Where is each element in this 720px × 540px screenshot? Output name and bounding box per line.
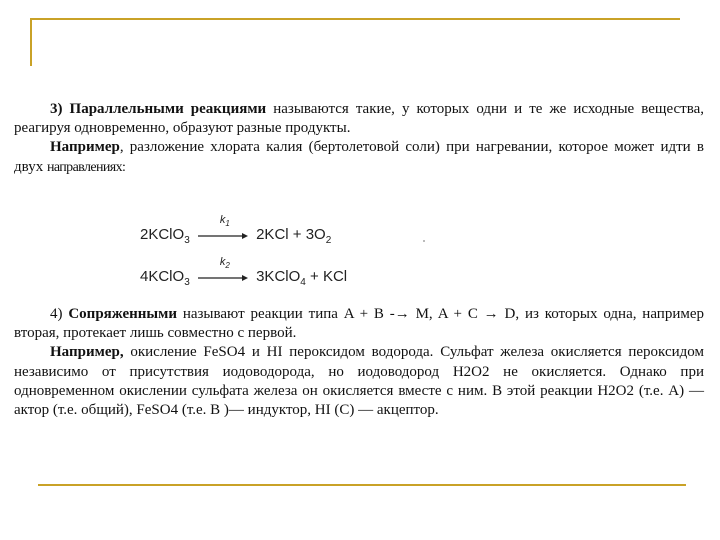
- eq2-product-1: 3KClO: [256, 268, 301, 285]
- paragraph-example-1: [14, 138, 704, 176]
- document-body: [14, 100, 704, 177]
- example-text-1-end: направлениях:: [46, 159, 126, 175]
- reaction-arrow-icon: [198, 256, 248, 284]
- left-border-line: [30, 18, 32, 66]
- stray-dot: [423, 240, 425, 242]
- reaction-arrow-icon: [198, 214, 248, 242]
- k2-letter: k: [219, 256, 226, 269]
- document-body-2: [14, 305, 704, 420]
- eq1-products: 2KCl + 3O: [256, 226, 326, 243]
- example-label-1: Например: [50, 139, 120, 156]
- equation-1: [140, 214, 332, 246]
- eq2-reactant: 4KClO: [140, 268, 185, 285]
- paragraph-example-2: [14, 343, 704, 420]
- rate-constant-k2: [220, 256, 230, 270]
- definition-parallel: называются такие, у которых одни и те же исходные вещества, реагируя одновременно, образуют разные продукты.: [14, 101, 704, 137]
- eq1-reactant-sub: 3: [184, 235, 190, 246]
- rate-constant-k1: [220, 214, 230, 228]
- top-border-line: [30, 18, 680, 20]
- eq2-product-1-sub: 4: [300, 277, 306, 288]
- example-text-2: окисление FeSO4 и HI пероксидом водорода. Сульфат железа окисляется пероксидом независимо от присутствия иодоводорода, но иодоводород H2O2 не окисляется. Однако при одновременном окислении сульфата железа он окисляется вместе с ним. В этой реакции H2O2 (т.е. A) — актор (т.е. общий), FeSO4 (т.е. B )— индуктор, HI (C) — акцептор.: [14, 344, 704, 419]
- eq2-product-2: + KCl: [305, 268, 348, 285]
- eq1-reactant: 2KClO: [140, 226, 185, 243]
- term-parallel-reactions: 3) Параллельными реакциями: [50, 101, 267, 117]
- k2-sub: 2: [225, 261, 230, 271]
- bottom-border-line: [38, 484, 686, 486]
- example-label-2: Например,: [50, 344, 124, 361]
- definition-coupled: называют реакции типа A + B -→ M, A + C → D, из которых одна, например вторая, протекает лишь совместно с первой.: [14, 306, 705, 342]
- example-text-1: , разложение хлората калия (бертолетовой соли) при нагревании, которое может идти в двух: [14, 139, 704, 175]
- term-coupled-reactions: Сопряженными: [68, 306, 177, 322]
- eq1-products-sub: 2: [325, 235, 332, 246]
- equations-block: [140, 212, 440, 292]
- k1-letter: k: [219, 214, 226, 227]
- item-number: 4): [50, 306, 69, 322]
- k1-sub: 1: [225, 219, 230, 229]
- paragraph-coupled-reactions: [14, 305, 704, 343]
- equation-2: [140, 256, 348, 288]
- paragraph-parallel-reactions: [14, 100, 704, 138]
- eq2-reactant-sub: 3: [184, 277, 190, 288]
